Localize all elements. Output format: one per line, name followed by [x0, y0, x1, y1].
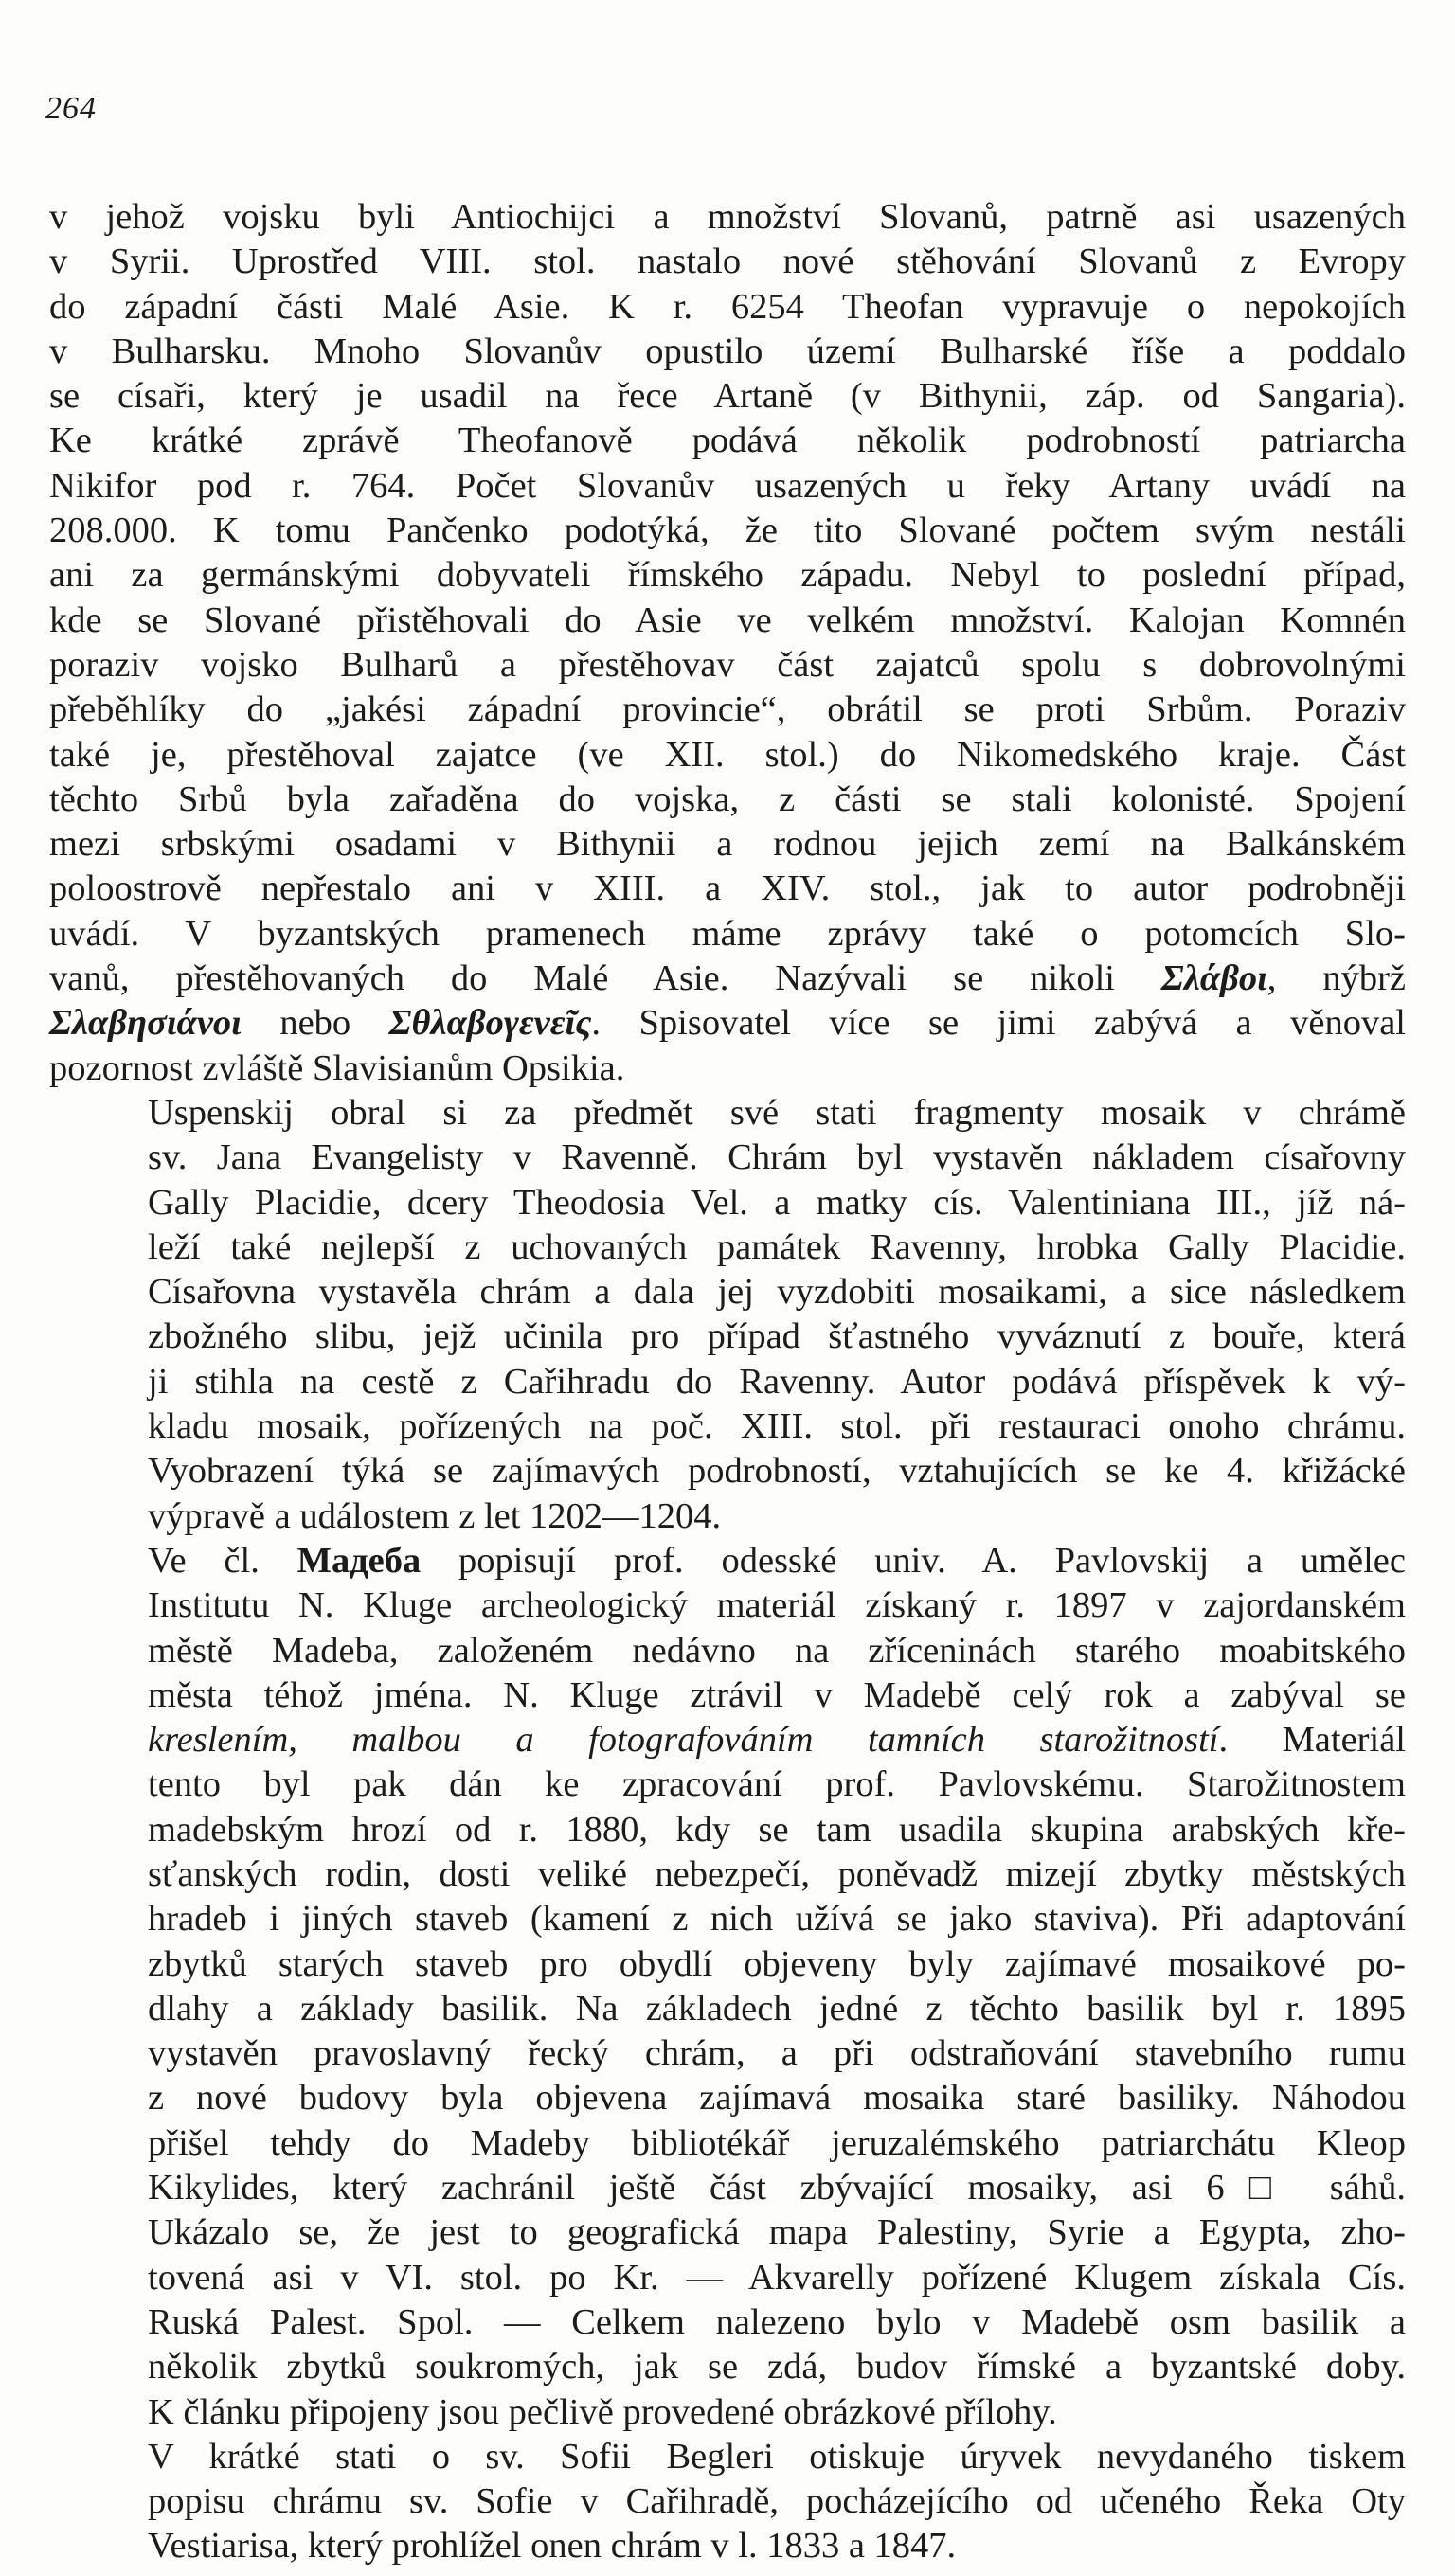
- text-line: přeběhlíky do „jakési západní provincie“, obrátil se proti Srbům. Poraziv: [49, 689, 1406, 730]
- text-line: leží také nejlepší z uchovaných památek Ravenny, hrobka Gally Placidie.: [148, 1226, 1406, 1267]
- text-line: poraziv vojsko Bulharů a přestěhovav část zajatců spolu s dobrovolnými: [49, 644, 1406, 685]
- text-line: Institutu N. Kluge archeologický materiál získaný r. 1897 v zajordanském: [148, 1585, 1406, 1626]
- body-text: [49, 195, 1406, 2569]
- text-line: města téhož jména. N. Kluge ztrávil v Madebě celý rok a zabýval se: [148, 1674, 1406, 1715]
- text-line: Vyobrazení týká se zajímavých podrobností, vztahujících se ke 4. křižácké: [148, 1451, 1406, 1492]
- text-line: v Bulharsku. Mnoho Slovanův opustilo území Bulharské říše a poddalo: [49, 331, 1406, 371]
- paragraph: [49, 2435, 1406, 2569]
- paragraph: [49, 1091, 1406, 1539]
- text-line: kde se Slované přistěhovali do Asie ve velkém množství. Kalojan Komnén: [49, 599, 1406, 640]
- text-line: ji stihla na cestě z Cařihradu do Ravenny. Autor podává příspěvek k vý-: [148, 1361, 1406, 1402]
- text-line: v jehož vojsku byli Antiochijci a množství Slovanů, patrně asi usazených: [49, 197, 1406, 237]
- text-line: přišel tehdy do Madeby bibliotékář jeruzalémského patriarchátu Kleop: [148, 2122, 1406, 2163]
- text-line: tovená asi v VI. stol. po Kr. — Akvarelly pořízené Klugem získala Cís.: [148, 2257, 1406, 2298]
- text-line: zbožného slibu, jejž učinila pro případ šťastného vyváznutí z bouře, která: [148, 1316, 1406, 1357]
- text-line: Kikylides, který zachránil ještě část zbývající mosaiky, asi 6□ sáhů.: [148, 2168, 1406, 2209]
- text-line: Ve čl. Мадеба popisují prof. odesské univ. A. Pavlovskij a umělec: [148, 1540, 1406, 1581]
- text-line: Gally Placidie, dcery Theodosia Vel. a matky cís. Valentiniana III., jíž ná-: [148, 1182, 1406, 1223]
- italic-phrase: kreslením, malbou a fotografováním tamních starožitností: [148, 1720, 1219, 1761]
- text-line: z nové budovy byla objevena zajímavá mosaika staré basiliky. Náhodou: [148, 2078, 1406, 2119]
- text-line: Uspenskij obral si za předmět své stati fragmenty mosaik v chrámě: [148, 1092, 1406, 1133]
- text-line: zbytků starých staveb pro obydlí objeveny byly zajímavé mosaikové po-: [148, 1943, 1406, 1984]
- text-line: těchto Srbů byla zařaděna do vojska, z části se stali kolonisté. Spojení: [49, 778, 1406, 819]
- paragraph: [49, 195, 1406, 1091]
- greek-term: Σλάβοι: [1160, 958, 1267, 999]
- text-line: uvádí. V byzantských pramenech máme zprávy také o potomcích Slo-: [49, 913, 1406, 954]
- text-line: V krátké stati o sv. Sofii Begleri otiskuje úryvek nevydaného tiskem: [148, 2436, 1406, 2477]
- text-line: tento byl pak dán ke zpracování prof. Pavlovskému. Starožitnostem: [148, 1764, 1406, 1805]
- text-line: kreslením, malbou a fotografováním tamních starožitností. Materiál: [148, 1720, 1406, 1761]
- page-number: 264: [45, 91, 97, 126]
- cyrillic-title: Мадеба: [296, 1540, 422, 1581]
- paragraph: [49, 1539, 1406, 2435]
- text-line: kladu mosaik, pořízených na poč. XIII. stol. při restauraci onoho chrámu.: [148, 1406, 1406, 1447]
- text-line: sv. Jana Evangelisty v Ravenně. Chrám byl vystavěn nákladem císařovny: [148, 1137, 1406, 1178]
- text-line: madebským hrozí od r. 1880, kdy se tam usadila skupina arabských kře-: [148, 1809, 1406, 1850]
- greek-term: Σθλαβογενεῖς: [388, 1003, 592, 1044]
- text-line: Ruská Palest. Spol. — Celkem nalezeno bylo v Madebě osm basilik a: [148, 2301, 1406, 2342]
- text-line: vystavěn pravoslavný řecký chrám, a při odstraňování stavebního rumu: [148, 2033, 1406, 2074]
- text-line: popisu chrámu sv. Sofie v Cařihradě, pocházejícího od učeného Řeka Oty: [148, 2481, 1406, 2522]
- text-line: několik zbytků soukromých, jak se zdá, budov římské a byzantské doby.: [148, 2347, 1406, 2388]
- text-line: pozornost zvláště Slavisianům Opsikia.: [49, 1047, 625, 1088]
- text-line: 208.000. K tomu Pančenko podotýká, že tito Slované počtem svým nestáli: [49, 510, 1406, 551]
- text-line: dlahy a základy basilik. Na základech jedné z těchto basilik byl r. 1895: [148, 1988, 1406, 2029]
- text-line: se císaři, který je usadil na řece Artaně (v Bithynii, záp. od Sangaria).: [49, 376, 1406, 417]
- text-line: městě Madeba, založeném nedávno na zříceninách starého moabitského: [148, 1630, 1406, 1671]
- text-line: vanů, přestěhovaných do Malé Asie. Nazývali se nikoli Σλάβοι, nýbrž: [49, 958, 1406, 999]
- text-line: poloostrově nepřestalo ani v XIII. a XIV. stol., jak to autor podrobněji: [49, 868, 1406, 909]
- text-line: ani za germánskými dobyvateli římského západu. Nebyl to poslední případ,: [49, 555, 1406, 596]
- greek-term: Σλαβησιάνοι: [49, 1003, 242, 1044]
- text-line: Σλαβησιάνοι nebo Σθλαβογενεῖς. Spisovatel více se jimi zabývá a věnoval: [49, 1003, 1406, 1044]
- text-line: Vestiarisa, který prohlížel onen chrám v l. 1833 a 1847.: [148, 2526, 957, 2567]
- text-line: K článku připojeny jsou pečlivě provedené obrázkové přílohy.: [148, 2391, 1057, 2432]
- text-line: také je, přestěhoval zajatce (ve XII. stol.) do Nikomedského kraje. Část: [49, 734, 1406, 775]
- text-line: Císařovna vystavěla chrám a dala jej vyzdobiti mosaikami, a sice následkem: [148, 1272, 1406, 1313]
- text-line: v Syrii. Uprostřed VIII. stol. nastalo nové stěhování Slovanů z Evropy: [49, 242, 1406, 282]
- text-line: Ke krátké zprávě Theofanově podává několik podrobností patriarcha: [49, 420, 1406, 461]
- text-line: výpravě a událostem z let 1202—1204.: [148, 1495, 722, 1536]
- text-line: Ukázalo se, že jest to geografická mapa Palestiny, Syrie a Egypta, zho-: [148, 2212, 1406, 2253]
- text-line: hradeb i jiných staveb (kamení z nich užívá se jako staviva). Při adaptování: [148, 1899, 1406, 1940]
- text-line: mezi srbskými osadami v Bithynii a rodnou jejich zemí na Balkánském: [49, 824, 1406, 865]
- text-line: sťanských rodin, dosti veliké nebezpečí, poněvadž mizejí zbytky městských: [148, 1853, 1406, 1894]
- text-line: Nikifor pod r. 764. Počet Slovanův usazených u řeky Artany uvádí na: [49, 465, 1406, 506]
- text-line: do západní části Malé Asie. K r. 6254 Theofan vypravuje o nepokojích: [49, 286, 1406, 327]
